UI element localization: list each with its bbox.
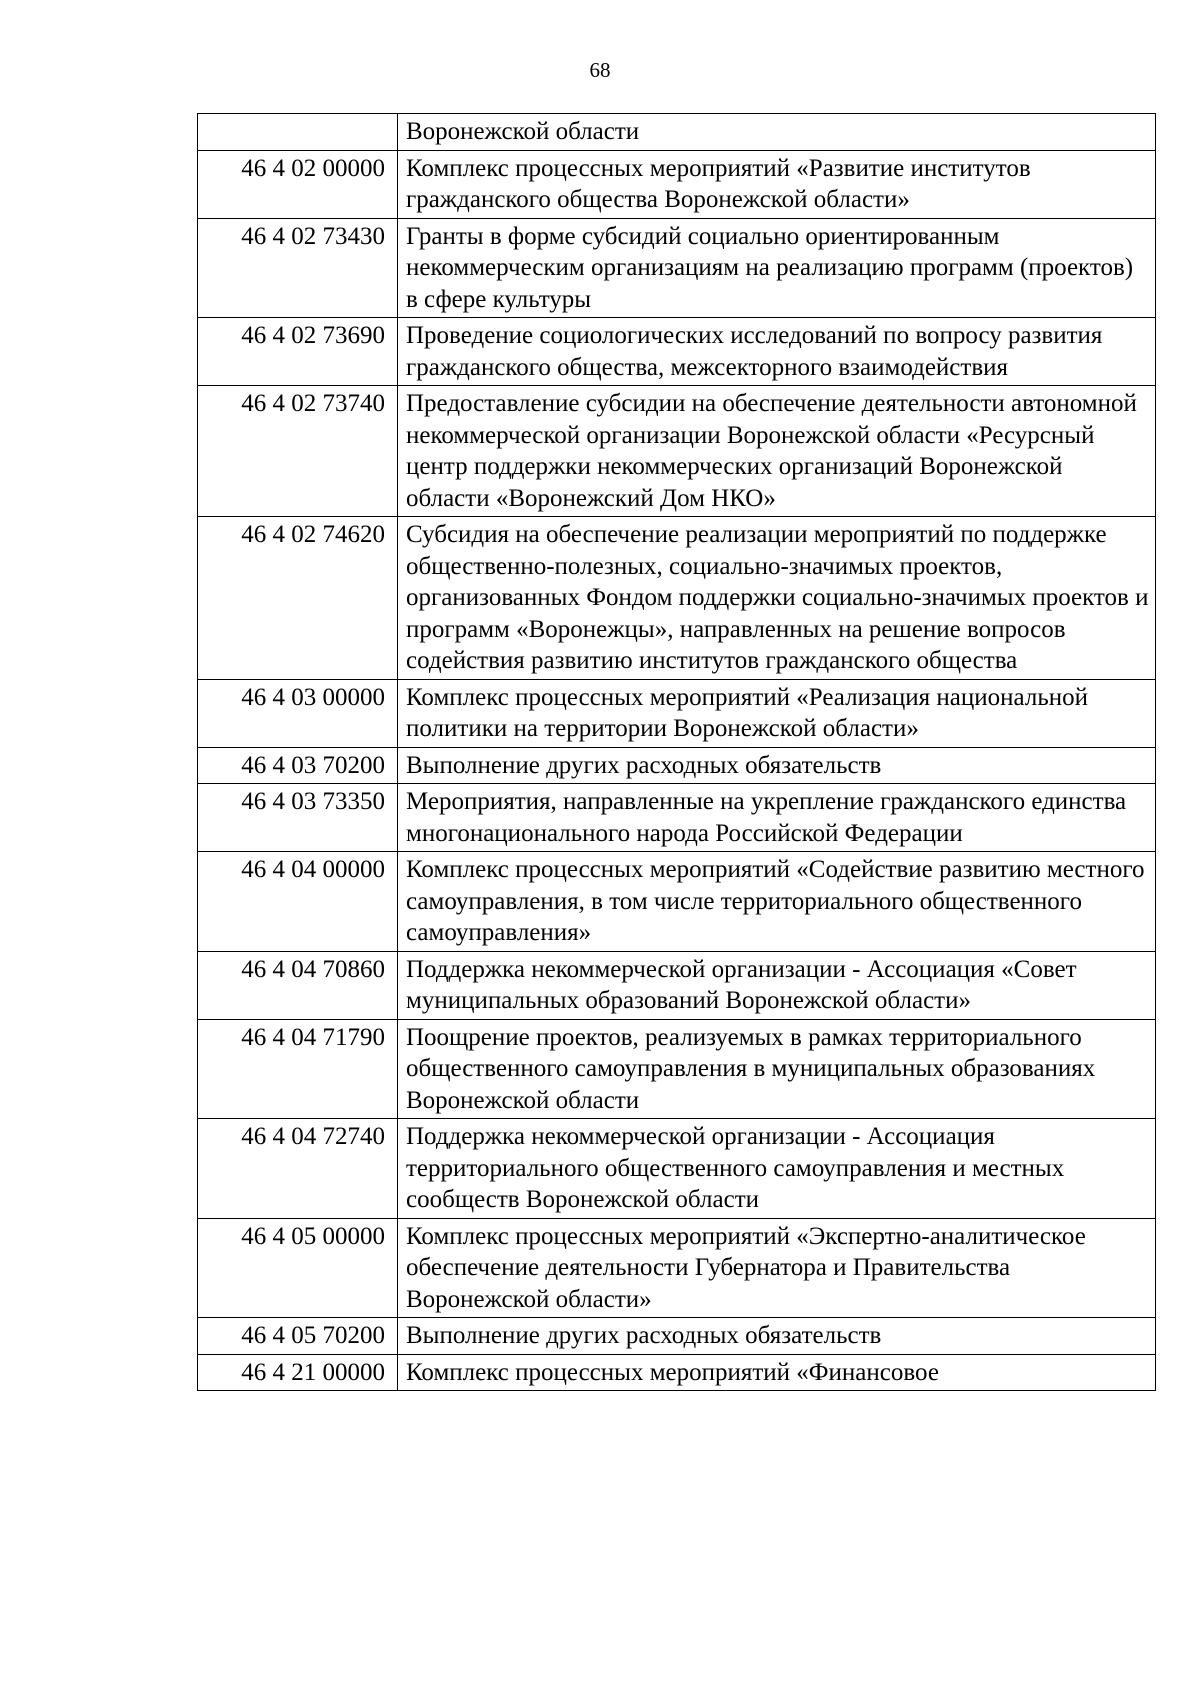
row-name: Субсидия на обеспечение реализации мероприятий по поддержке общественно-полезных, социально-значимых проектов, организованных Фондом поддержки социально-значимых проектов и программ «Воронежцы», направленных на решение вопросов содействия развитию институтов гражданского общества	[398, 517, 1156, 680]
row-code: 46 4 02 74620	[198, 517, 398, 680]
table-body	[198, 114, 1156, 1391]
table-row	[198, 1119, 1156, 1219]
row-name: Комплекс процессных мероприятий «Развитие институтов гражданского общества Воронежской области»	[398, 150, 1156, 218]
row-name: Поддержка некоммерческой организации - Ассоциация «Совет муниципальных образований Воронежской области»	[398, 951, 1156, 1019]
row-code: 46 4 05 70200	[198, 1318, 398, 1355]
row-name: Поддержка некоммерческой организации - Ассоциация территориального общественного самоуправления и местных сообществ Воронежской области	[398, 1119, 1156, 1219]
row-name: Комплекс процессных мероприятий «Финансовое	[398, 1354, 1156, 1391]
row-code: 46 4 02 73740	[198, 386, 398, 517]
table-row	[198, 951, 1156, 1019]
page-number: 68	[589, 58, 611, 82]
table-row	[198, 517, 1156, 680]
table-row	[198, 1218, 1156, 1318]
table-row	[198, 747, 1156, 784]
row-name: Комплекс процессных мероприятий «Реализация национальной политики на территории Воронежской области»	[398, 679, 1156, 747]
table-row	[198, 852, 1156, 952]
row-code: 46 4 03 73350	[198, 784, 398, 852]
row-code: 46 4 05 00000	[198, 1218, 398, 1318]
budget-classification-table	[197, 113, 1156, 1391]
row-code: 46 4 02 00000	[198, 150, 398, 218]
row-code: 46 4 02 73430	[198, 218, 398, 318]
row-name: Проведение социологических исследований по вопросу развития гражданского общества, межсекторного взаимодействия	[398, 318, 1156, 386]
row-name: Комплекс процессных мероприятий «Экспертно-аналитическое обеспечение деятельности Губернатора и Правительства Воронежской области»	[398, 1218, 1156, 1318]
table-row	[198, 114, 1156, 151]
table-row	[198, 318, 1156, 386]
row-code: 46 4 04 72740	[198, 1119, 398, 1219]
row-code: 46 4 03 70200	[198, 747, 398, 784]
table-row	[198, 150, 1156, 218]
row-code: 46 4 03 00000	[198, 679, 398, 747]
row-name: Предоставление субсидии на обеспечение деятельности автономной некоммерческой организации Воронежской области «Ресурсный центр поддержки некоммерческих организаций Воронежской области «Воронежский Дом НКО»	[398, 386, 1156, 517]
row-code	[198, 114, 398, 151]
table-row	[198, 784, 1156, 852]
table-row	[198, 1354, 1156, 1391]
row-name: Выполнение других расходных обязательств	[398, 1318, 1156, 1355]
row-name: Комплекс процессных мероприятий «Содействие развитию местного самоуправления, в том числе территориального общественного самоуправления»	[398, 852, 1156, 952]
row-name: Мероприятия, направленные на укрепление гражданского единства многонационального народа Российской Федерации	[398, 784, 1156, 852]
table-row	[198, 1019, 1156, 1119]
row-name: Гранты в форме субсидий социально ориентированным некоммерческим организациям на реализацию программ (проектов) в сфере культуры	[398, 218, 1156, 318]
row-code: 46 4 04 00000	[198, 852, 398, 952]
row-name: Воронежской области	[398, 114, 1156, 151]
table-row	[198, 218, 1156, 318]
row-name: Выполнение других расходных обязательств	[398, 747, 1156, 784]
table-row	[198, 386, 1156, 517]
row-code: 46 4 02 73690	[198, 318, 398, 386]
row-code: 46 4 04 70860	[198, 951, 398, 1019]
row-name: Поощрение проектов, реализуемых в рамках территориального общественного самоуправления в муниципальных образованиях Воронежской области	[398, 1019, 1156, 1119]
row-code: 46 4 21 00000	[198, 1354, 398, 1391]
table-row	[198, 1318, 1156, 1355]
table-row	[198, 679, 1156, 747]
row-code: 46 4 04 71790	[198, 1019, 398, 1119]
